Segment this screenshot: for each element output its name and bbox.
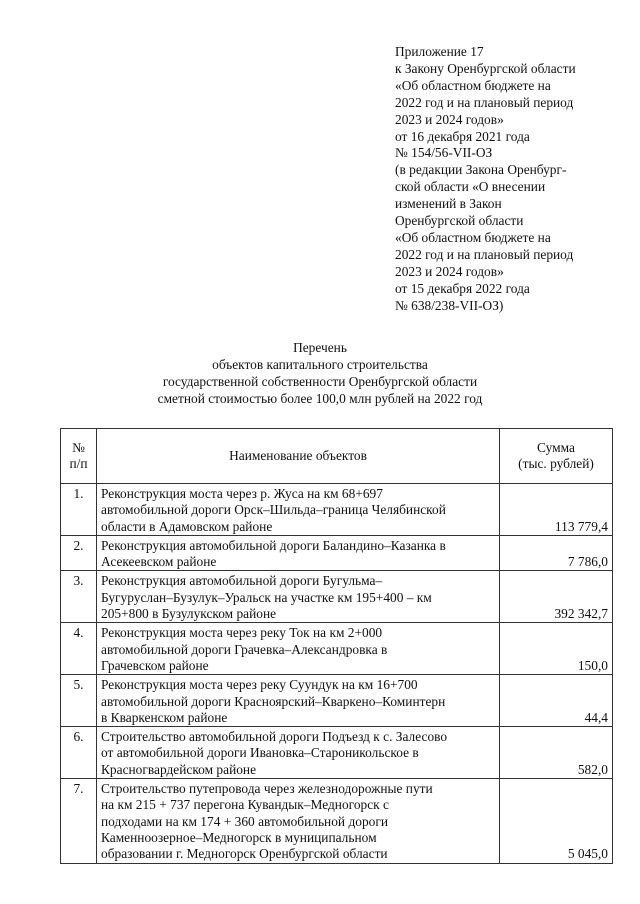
header-sum-line: Сумма — [537, 439, 575, 455]
title-line: сметной стоимостью более 100,0 млн рублей на 2022 год — [157, 391, 483, 406]
objects-table — [60, 428, 613, 864]
table-row — [61, 623, 613, 675]
document-title — [0, 339, 640, 407]
appendix-line: ской области «О внесении — [395, 179, 546, 195]
object-name-line: области в Адамовском районе — [101, 518, 273, 534]
table-row — [61, 675, 613, 727]
object-name-line: автомобильной дороги Орск–Шильда–граница Челябинской — [101, 502, 446, 518]
row-number: 4. — [61, 623, 97, 675]
row-number: 2. — [61, 535, 97, 571]
object-name-line: на км 215 + 737 перегона Кувандык–Медногорск с — [101, 797, 389, 813]
object-name-line: Бугуруслан–Бузулук–Уральск на участке км 195+400 – км — [101, 589, 432, 605]
appendix-line: «Об областном бюджете на — [395, 229, 551, 245]
object-sum: 44,4 — [500, 675, 613, 727]
row-number: 1. — [61, 484, 97, 536]
object-sum: 150,0 — [500, 623, 613, 675]
table-row — [61, 535, 613, 571]
object-name-line: Строительство путепровода через железнодорожные пути — [101, 781, 433, 797]
object-sum: 7 786,0 — [500, 535, 613, 571]
row-number: 7. — [61, 779, 97, 863]
appendix-line: 2022 год и на плановый период — [395, 246, 574, 262]
object-name-line: образовании г. Медногорск Оренбургской области — [101, 846, 388, 862]
appendix-line: Оренбургской области — [395, 213, 524, 229]
object-name-line: Реконструкция моста через реку Ток на км 2+000 — [101, 625, 383, 641]
appendix-line: 2023 и 2024 годов» — [395, 263, 504, 279]
appendix-line: изменений в Закон — [395, 196, 502, 212]
object-name — [97, 727, 500, 779]
title-line: Перечень — [293, 340, 347, 355]
object-name-line: Реконструкция моста через р. Жуса на км 68+697 — [101, 486, 383, 501]
object-name — [97, 484, 500, 536]
header-number-line: № — [72, 439, 85, 455]
table-row — [61, 484, 613, 536]
table-header-row — [61, 429, 613, 484]
appendix-line: (в редакции Закона Оренбург- — [395, 162, 567, 178]
object-name-line: Строительство автомобильной дороги Подъезд к с. Залесово — [101, 729, 448, 745]
appendix-line: Приложение 17 — [395, 44, 484, 59]
object-name-line: подходами на км 174 + 360 автомобильной дороги — [101, 813, 388, 829]
object-name — [97, 675, 500, 727]
object-name-line: 205+800 в Бузулукском районе — [101, 606, 277, 622]
object-name — [97, 779, 500, 863]
appendix-line: 2023 и 2024 годов» — [395, 111, 504, 127]
appendix-line: к Закону Оренбургской области — [395, 60, 576, 76]
header-number — [61, 429, 97, 484]
object-name — [97, 571, 500, 623]
object-name-line: автомобильной дороги Грачевка–Александровка в — [101, 641, 388, 657]
object-name-line: автомобильной дороги Красноярский–Кваркено–Коминтерн — [101, 693, 446, 709]
table-body — [61, 484, 613, 864]
table-row — [61, 571, 613, 623]
table-row — [61, 727, 613, 779]
appendix-line: от 15 декабря 2022 года — [395, 280, 530, 296]
row-number: 5. — [61, 675, 97, 727]
object-name-line: в Кваркенском районе — [101, 709, 228, 725]
object-name-line: Реконструкция автомобильной дороги Баландино–Казанка в — [101, 537, 446, 553]
appendix-line: № 154/56-VII-ОЗ — [395, 145, 493, 161]
header-name — [97, 429, 500, 484]
object-name — [97, 535, 500, 571]
object-name-line: Реконструкция моста через реку Суундук на км 16+700 — [101, 677, 418, 693]
object-sum: 392 342,7 — [500, 571, 613, 623]
object-sum: 582,0 — [500, 727, 613, 779]
header-sum — [500, 429, 613, 484]
header-name-label: Наименование объектов — [229, 447, 367, 463]
appendix-line: «Об областном бюджете на — [395, 77, 551, 93]
row-number: 6. — [61, 727, 97, 779]
table-row — [61, 779, 613, 863]
title-line: объектов капитального строительства — [212, 357, 428, 372]
row-number: 3. — [61, 571, 97, 623]
object-name — [97, 623, 500, 675]
object-name-line: от автомобильной дороги Ивановка–Староникольское в — [101, 745, 419, 761]
appendix-line: от 16 декабря 2021 года — [395, 128, 530, 144]
appendix-line: № 638/238-VII-ОЗ) — [395, 297, 504, 313]
title-line: государственной собственности Оренбургской области — [162, 374, 478, 389]
object-name-line: Красногвардейском районе — [101, 761, 257, 777]
appendix-line: 2022 год и на плановый период — [395, 94, 574, 110]
object-name-line: Грачевском районе — [101, 657, 209, 673]
header-sum-line: (тыс. рублей) — [518, 456, 594, 471]
object-name-line: Каменноозерное–Медногорск в муниципальном — [101, 829, 377, 845]
object-sum: 5 045,0 — [500, 779, 613, 863]
appendix-reference — [395, 44, 625, 315]
object-name-line: Асекеевском районе — [101, 554, 217, 570]
object-sum: 113 779,4 — [500, 484, 613, 536]
object-name-line: Реконструкция автомобильной дороги Бугульма– — [101, 573, 383, 589]
header-number-line: п/п — [69, 456, 88, 471]
